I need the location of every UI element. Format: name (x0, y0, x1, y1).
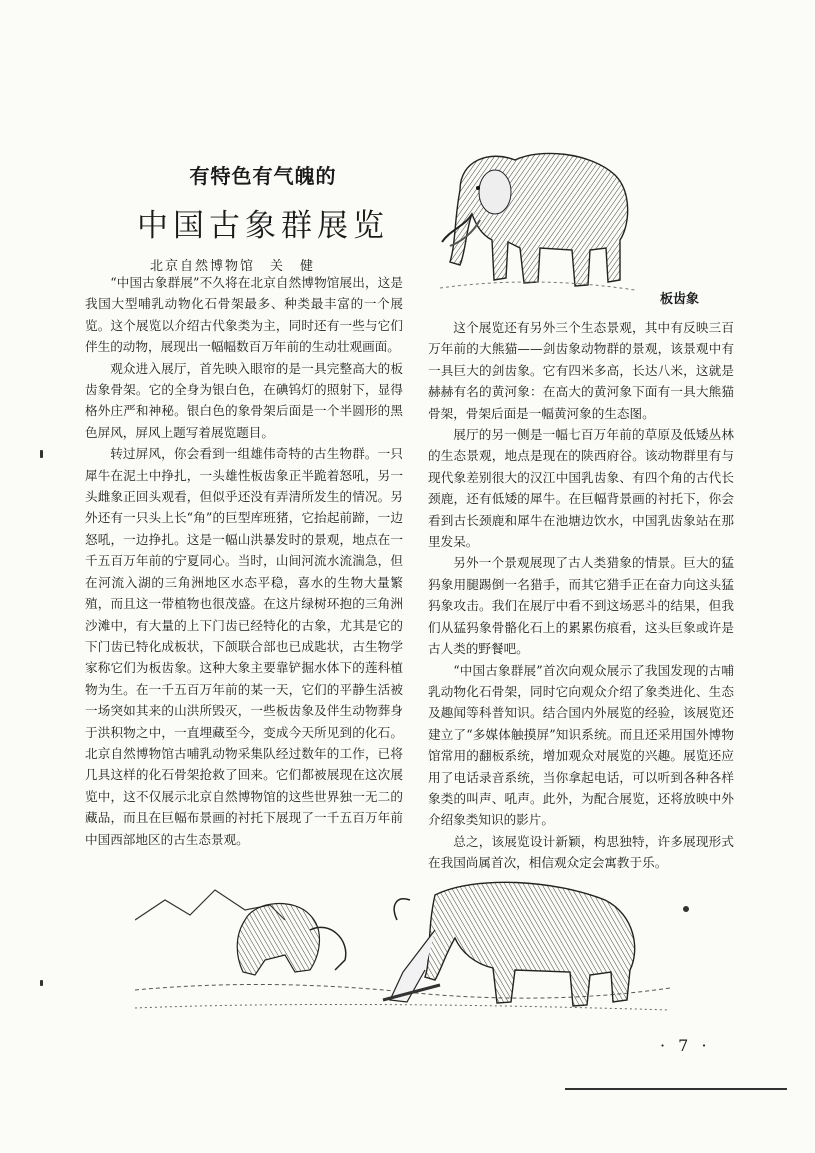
article-column-right (428, 317, 734, 874)
ancient-elephants-scene-illustration (135, 860, 670, 1020)
footer-rule (565, 1088, 787, 1090)
paragraph: 另外一个景观展现了古人类猎象的情景。巨大的猛犸象用腿踢倒一名猎手，而其它猎手正在奋力向这头猛犸象攻击。我们在展厅中看不到这场恶斗的结果，但我们从猛犸象骨骼化石上的累累伤痕看，这头巨象或许是古人类的野餐吧。 (428, 555, 734, 657)
figure-caption: 板齿象 (660, 292, 700, 307)
article-column-left (85, 272, 403, 850)
article-kicker: 有特色有气魄的 (189, 164, 337, 188)
paragraph: 展厅的另一侧是一幅七百万年前的草原及低矮丛林的生态景观，地点是现在的陕西府谷。该动物群里有与现代象差别很大的汉江中国乳齿象、有四个角的古代长颈鹿，还有低矮的犀牛。在巨幅背景画的衬托下，你会看到古长颈鹿和犀牛在池塘边饮水，中国乳齿象站在那里发呆。 (428, 427, 734, 550)
article-byline: 北京自然博物馆 关 健 (150, 259, 316, 274)
print-speck (40, 980, 43, 986)
paragraph: “中国古象群展”首次向观众展示了我国发现的古哺乳动物化石骨架，同时它向观众介绍了象类进化、生态及趣闻等科普知识。结合国内外展览的经验，该展览还建立了“多媒体触摸屏”知识系统。而且还采用国外博物馆常用的翻板系统，增加观众对展览的兴趣。展览还应用了电话录音系统，当你拿起电话，可以听到各种各样象类的叫声、吼声。此外，为配合展览，还将放映中外介绍象类知识的影片。 (428, 662, 734, 828)
print-speck (40, 450, 43, 458)
page-number: · 7 · (660, 1036, 711, 1055)
paragraph: “中国古象群展”不久将在北京自然博物馆展出，这是我国大型哺乳动物化石骨架最多、种类最丰富的一个展览。这个展览以介绍古代象类为主，同时还有一些与它们伴生的动物，展现出一幅幅数百万年前的生动壮观画面。 (85, 275, 403, 355)
paragraph: 转过屏风，你会看到一组雄伟奇特的古生物群。一只犀牛在泥土中挣扎，一头雄性板齿象正半跪着怒吼，另一头雌象正回头观看，但似乎还没有弄清所发生的情况。另外还有一只头上长“角”的巨型库班猪，它抬起前蹄，一边怒吼，一边挣扎。这是一幅山洪暴发时的景观，地点在一千五百万年前的宁夏同心。当时，山间河流水流湍急，但在河流入湖的三角洲地区水态平稳，喜水的生物大量繁殖，而且这一带植物也很茂盛。在这片绿树环抱的三角洲沙滩中，有大量的上下门齿已经特化的古象，尤其是它的下门齿已特化成板状，下颌联合部也已成匙状，古生物学家称它们为板齿象。这种大象主要靠铲掘水体下的莲科植物为生。在一千五百万年前的某一天，它们的平静生活被一场突如其来的山洪所毁灭，一些板齿象及伴生动物葬身于洪积物之中，一直埋藏至今，变成今天所见到的化石。北京自然博物馆古哺乳动物采集队经过数年的工作，已将几具这样的化石骨架抢救了回来。它们都被展现在这次展览中，这不仅展示北京自然博物馆的这些世界独一无二的藏品，而且在巨幅布景画的衬托下展现了一千五百万年前中国西部地区的古生态景观。 (85, 446, 403, 847)
article-title: 中国古象群展览 (137, 208, 389, 244)
paragraph: 总之，该展览设计新颖，构思独特，许多展现形式在我国尚属首次，相信观众定会寓教于乐。 (428, 833, 734, 871)
paragraph: 这个展览还有另外三个生态景观，其中有反映三百万年前的大熊猫——剑齿象动物群的景观，该景观中有一具巨大的剑齿象。它有四米多高，长达八米，这就是赫赫有名的黄河象：在高大的黄河象下面有一具大熊猫骨架，骨架后面是一幅黄河象的生态图。 (428, 320, 734, 421)
elephant-illustration (420, 130, 650, 300)
print-speck (683, 906, 689, 912)
paragraph: 观众进入展厅，首先映入眼帘的是一具完整高大的板齿象骨架。它的全身为银白色，在碘钨灯的照射下，显得格外庄严和神秘。银白色的象骨架后面是一个半圆形的黑色屏风，屏风上题写着展览题目。 (85, 360, 403, 440)
